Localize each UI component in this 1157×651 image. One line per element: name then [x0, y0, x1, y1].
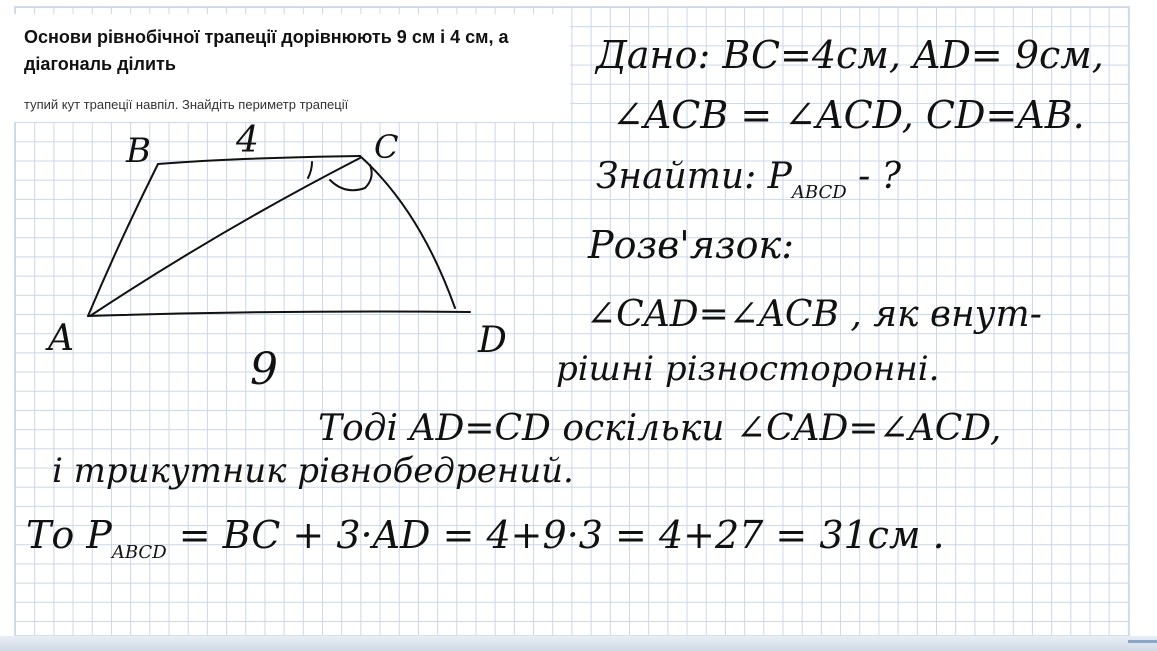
perimeter-start: То P	[26, 513, 112, 557]
trapezoid-bottom-base	[88, 312, 470, 317]
find-question: - ?	[846, 156, 902, 197]
solution-line-4: і трикутник рівнобедрений.	[52, 451, 574, 491]
find-subscript: ABCD	[791, 182, 847, 203]
solution-heading: Розв'язок:	[588, 223, 794, 267]
solution-line-3: Тоді AD=CD оскільки ∠CAD=∠ACD,	[318, 408, 1002, 449]
vertex-a-label: A	[48, 318, 74, 359]
bottom-accent-line	[1128, 640, 1157, 643]
trapezoid-diagonal-ac	[90, 158, 360, 316]
given-line-2: ∠ACB = ∠ACD, CD=AB.	[612, 93, 1085, 137]
top-base-label: 4	[236, 120, 259, 161]
trapezoid-top-base	[158, 156, 360, 164]
question-title: Основи рівнобічної трапеції дорівнюють 9 см і 4 см, а діагональ ділить	[24, 27, 509, 74]
bottom-base-label: 9	[250, 344, 278, 395]
question-subtitle: тупий кут трапеції навпіл. Знайдіть периметр трапеції	[24, 97, 349, 112]
trapezoid-figure	[88, 156, 470, 316]
find-line	[596, 156, 902, 203]
given-line-1: Дано: BC=4см, AD= 9см,	[596, 33, 1104, 77]
vertex-b-label: B	[126, 131, 151, 171]
find-label: Знайти: P	[596, 156, 792, 197]
vertex-d-label: D	[478, 320, 507, 361]
solution-line-1: ∠CAD=∠ACB , як внут-	[586, 294, 1042, 335]
perimeter-subscript: ABCD	[111, 542, 167, 563]
angle-mark-c-inner	[308, 162, 312, 178]
solution-line-2: рішні різносторонні.	[556, 349, 940, 389]
trapezoid-left-side	[88, 164, 158, 316]
bottom-scroll-bar	[0, 636, 1157, 651]
angle-mark-c	[330, 165, 372, 190]
perimeter-line	[26, 513, 945, 563]
vertex-c-label: C	[374, 128, 399, 166]
trapezoid-right-side	[360, 156, 455, 308]
perimeter-calculation: = BC + 3·AD = 4+9·3 = 4+27 = 31см .	[166, 513, 945, 557]
